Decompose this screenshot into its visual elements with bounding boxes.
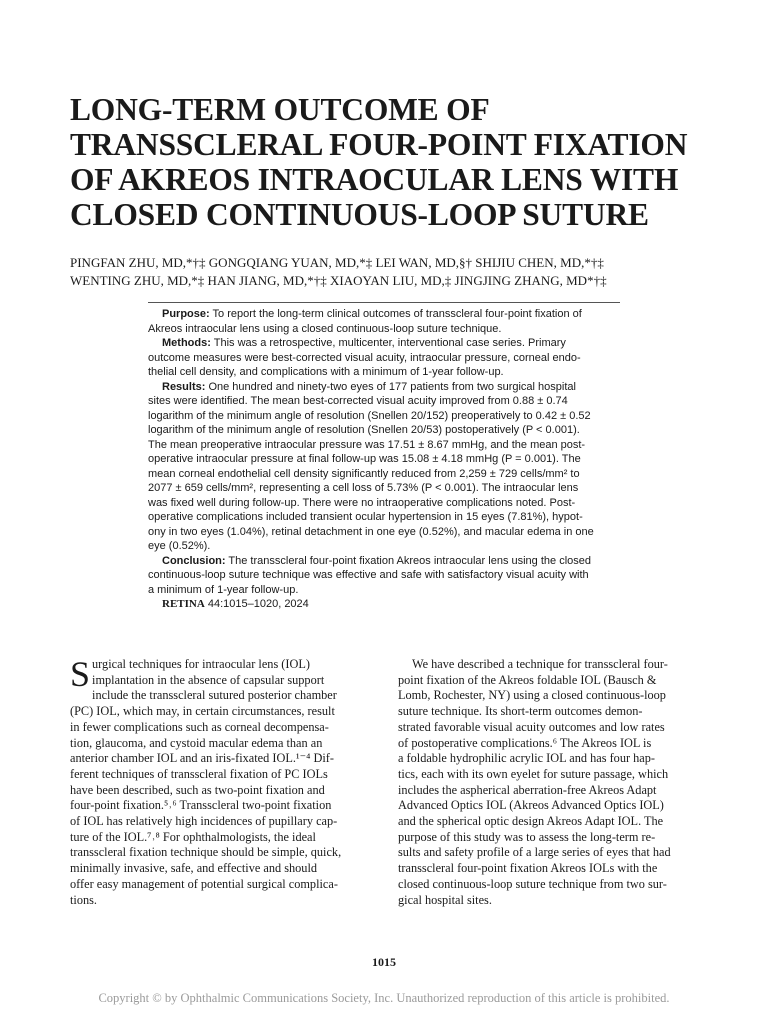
abstract [148,307,622,612]
body-line: ture of the IOL.⁷˒⁸ For ophthalmologists, the ideal [70,829,316,844]
copyright-notice: Copyright © by Ophthalmic Communications Society, Inc. Unauthorized reproduction of this article is prohibited. [98,991,670,1005]
body-line: tions. [70,892,97,907]
body-line: implantation in the absence of capsular support [92,672,325,687]
body-line: a foldable hydrophilic acrylic IOL and has four hap- [398,751,655,766]
title-line: LONG-TERM OUTCOME OF [70,92,490,127]
abstract-text: To report the long-term clinical outcomes of transscleral four-point fixation of [209,308,582,320]
abstract-line: Akreos intraocular lens using a closed continuous-loop suture technique. [148,322,502,335]
abstract-line: ony in two eyes (1.04%), retinal detachment in one eye (0.52%), and macular edema in one [148,525,594,538]
author-list [70,254,700,290]
body-line: tion, glaucoma, and cystoid macular edema than an [70,735,323,750]
body-line: transscleral four-point fixation Akreos IOLs with the [398,861,658,876]
abstract-line [148,554,622,569]
body-column-right [398,657,696,908]
body-line: (PC) IOL, which may, in certain circumstances, result [70,704,335,719]
body-line: four-point fixation.⁵˒⁶ Transscleral two-point fixation [70,798,332,813]
body-line: We have described a technique for transscleral four- [412,657,668,671]
abstract-line: a minimum of 1-year follow-up. [148,583,299,596]
body-line: tics, each with its own eyelet for suture passage, which [398,766,669,781]
body-line: Lomb, Rochester, NY) using a closed continuous-loop [398,688,666,703]
body-line: anterior chamber IOL and an iris-fixated IOL.¹⁻⁴ Dif- [70,751,334,766]
body-line: suture technique. Its short-term outcomes demon- [398,704,643,719]
body-line: sults and safety profile of a large series of eyes that had [398,845,671,860]
body-line: transscleral fixation technique should be simple, quick, [70,845,342,860]
abstract-line: operative complications included transient ocular hypertension in 15 eyes (7.81%), hypot- [148,511,583,523]
abstract-line [148,380,622,395]
abstract-text: The transscleral four-point fixation Akreos intraocular lens using the closed [225,554,591,567]
conclusion-label: Conclusion: [162,554,226,567]
abstract-line: sites were identified. The mean best-corrected visual acuity improved from 0.88 ± 0.74 [148,395,568,407]
body-column-left [70,654,368,908]
title-line: CLOSED CONTINUOUS-LOOP SUTURE [70,197,649,232]
body-line: minimally invasive, safe, and effective and should [70,861,318,876]
methods-label: Methods: [162,337,211,349]
abstract-line: was fixed well during follow-up. There were no intraoperative complications noted. Post- [148,496,576,509]
body-line: have been described, such as two-point fixation and [70,782,325,797]
results-label: Results: [162,380,206,393]
body-line: purpose of this study was to assess the long-term re- [398,829,656,844]
title-line: TRANSSCLERAL FOUR-POINT FIXATION [70,127,688,162]
purpose-label: Purpose: [162,308,210,320]
abstract-line: operative intraocular pressure at final follow-up was 15.08 ± 4.18 mmHg (P = 0.001). The [148,453,581,465]
abstract-line: 2077 ± 659 cells/mm², representing a cell loss of 5.73% (P < 0.001). The intraocular lens [148,482,579,494]
body-line: ferent techniques of transscleral fixation of PC IOLs [70,766,328,781]
body-line: and the spherical optic design Akreos Adapt IOL. The [398,814,664,829]
author-line: PINGFAN ZHU, MD,*†‡ GONGQIANG YUAN, MD,*‡ LEI WAN, MD,§† SHIJIU CHEN, MD,*†‡ [70,255,604,270]
page-number: 1015 [372,955,396,969]
body-line: gical hospital sites. [398,892,492,907]
article-title [70,92,710,232]
author-line: WENTING ZHU, MD,*‡ HAN JIANG, MD,*†‡ XIAOYAN LIU, MD,‡ JINGJING ZHANG, MD*†‡ [70,273,607,288]
citation-line [148,597,622,612]
body-line: urgical techniques for intraocular lens (IOL) [92,657,310,671]
abstract-line: logarithm of the minimum angle of resolution (Snellen 20/53) postoperatively (P < 0.001). [148,424,580,436]
abstract-line [148,336,622,351]
abstract-line: continuous-loop suture technique was effective and safe with satisfactory visual acuity with [148,569,589,581]
abstract-text: One hundred and ninety-two eyes of 177 patients from two surgical hospital [205,380,576,393]
body-line: includes the aspherical aberration-free Akreos Adapt [398,782,657,797]
abstract-line [148,307,622,322]
body-line: include the transscleral sutured posterior chamber [92,688,337,703]
body-line: closed continuous-loop suture technique from two sur- [398,876,667,891]
body-line: Advanced Optics IOL (Akreos Advanced Optics IOL) [398,798,664,813]
abstract-line: thelial cell density, and complications with a minimum of 1-year follow-up. [148,366,504,378]
body-line: point fixation of the Akreos foldable IOL (Bausch & [398,672,657,687]
abstract-line: The mean preoperative intraocular pressure was 17.51 ± 8.67 mmHg, and the mean post- [148,438,586,451]
journal-name: RETINA [162,598,205,610]
body-line: offer easy management of potential surgical complica- [70,876,338,891]
body-line: strated favorable visual acuity outcomes and low rates [398,719,665,734]
abstract-divider [148,302,620,303]
abstract-text: This was a retrospective, multicenter, interventional case series. Primary [210,337,566,349]
abstract-line: mean corneal endothelial cell density significantly reduced from 2,259 ± 729 cells/mm² to [148,467,580,480]
citation: 44:1015–1020, 2024 [204,598,309,610]
body-line: in fewer complications such as corneal decompensa- [70,719,329,734]
body-line: of postoperative complications.⁶ The Akreos IOL is [398,735,652,750]
drop-cap: S [70,654,91,694]
body-line: of IOL has relatively high incidences of pupillary cap- [70,814,338,829]
abstract-line: logarithm of the minimum angle of resolution (Snellen 20/152) preoperatively to 0.42 ± 0.52 [148,409,591,422]
abstract-line: eye (0.52%). [148,540,211,552]
abstract-line: outcome measures were best-corrected visual acuity, intraocular pressure, corneal endo- [148,351,581,364]
title-line: OF AKREOS INTRAOCULAR LENS WITH [70,162,679,197]
